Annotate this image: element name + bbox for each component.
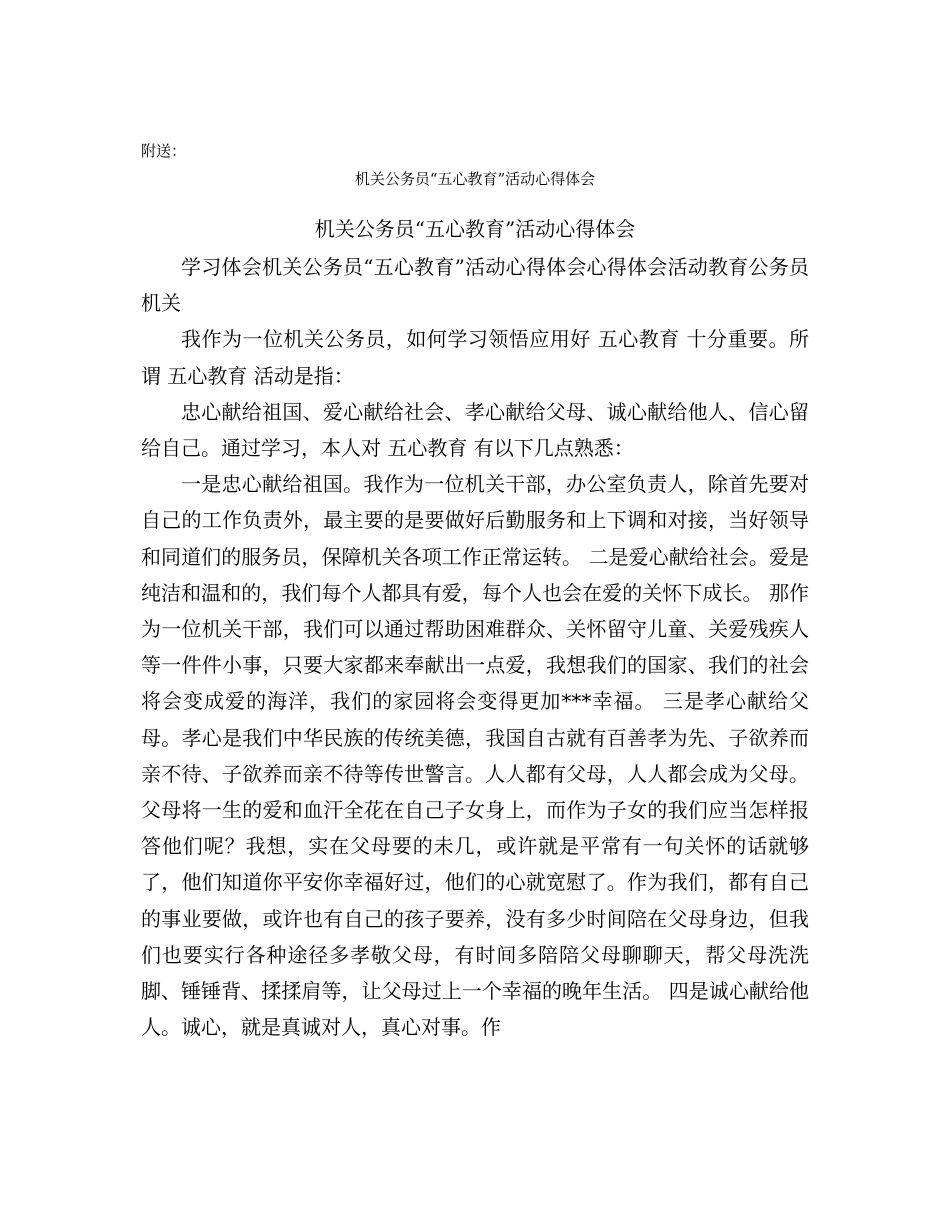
paragraph-intro: 我作为一位机关公务员，如何学习领悟应用好 五心教育 十分重要。所谓 五心教育 活动是指： — [141, 327, 809, 388]
paragraph-five-hearts: 忠心献给祖国、爱心献给社会、孝心献给父母、诚心献给他人、信心留给自己。通过学习，本人对 五心教育 有以下几点熟悉： — [141, 399, 809, 461]
document-title: 机关公务员“五心教育”活动心得体会 — [314, 217, 636, 241]
paragraph-main: 一是忠心献给祖国。我作为一位机关干部，办公室负责人，除首先要对自己的工作负责外，最主要的是要做好后勤服务和上下调和对接，当好领导和同道们的服务员，保障机关各项工作正常运转。 二是爱心献给社会。爱是纯洁和温和的，我们每个人都具有爱，每个人也会在爱的关怀下成长。 那作为一位机关干部，我们可以通过帮助困难群众、关怀留守儿童、关爱残疾人等一件件小事，只要大家都来奉献出一点爱，我想我们的国家、我们的社会将会变成爱的海洋，我们的家园将会变得更加***幸福。 三是孝心献给父母。孝心是我们中华民族的传统美德，我国自古就有百善孝为先、子欲养而亲不待、子欲养而亲不待等传世警言。人人都有父母，人人都会成为父母。父母将一生的爱和血汗全花在自己子女身上，而作为子女的我们应当怎样报答他们呢？我想，实在父母要的未几，或许就是平常有一句关怀的话就够了，他们知道你平安你幸福好过，他们的心就宽慰了。作为我们，都有自己的事业要做，或许也有自己的孩子要养，没有多少时间陪在父母身边，但我们也要实行各种途径多孝敬父母，有时间多陪陪父母聊聊天，帮父母洗洗脚、锤锤背、揉揉肩等，让父母过上一个幸福的晚年生活。 四是诚心献给他人。诚心，就是真诚对人，真心对事。作 — [141, 472, 809, 1040]
document-body — [141, 249, 809, 1045]
paragraph-keywords: 学习体会机关公务员“五心教育”活动心得体会心得体会活动教育公务员机关 — [141, 255, 809, 316]
document-subtitle: 机关公务员“五心教育”活动心得体会 — [354, 170, 596, 188]
attachment-label: 附送： — [141, 142, 187, 160]
